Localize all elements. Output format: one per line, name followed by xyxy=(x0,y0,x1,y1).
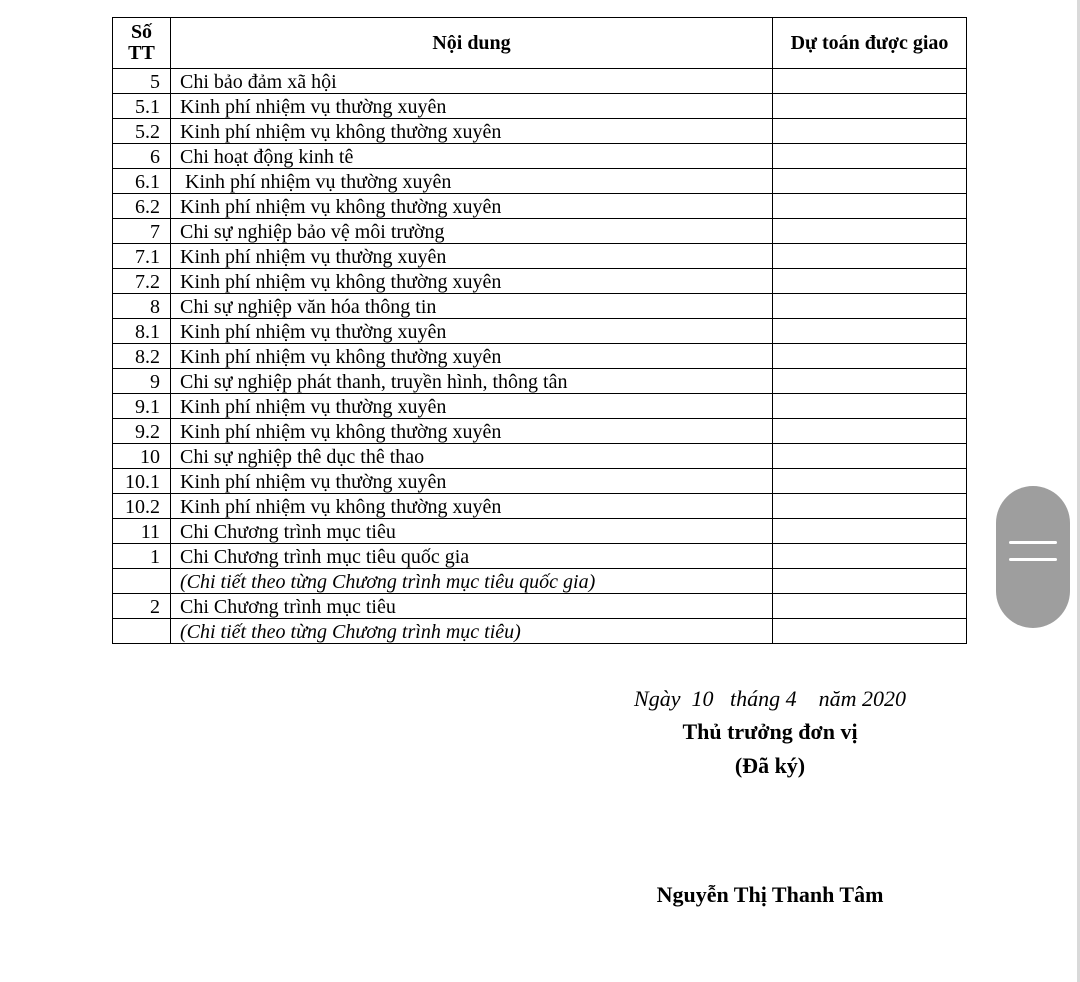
row-budget xyxy=(773,394,967,419)
signature-title: Thủ trưởng đơn vị xyxy=(682,719,858,744)
row-number: 10.2 xyxy=(113,494,171,519)
header-content: Nội dung xyxy=(171,18,773,69)
row-number: 10.1 xyxy=(113,469,171,494)
row-number xyxy=(113,569,171,594)
table-row xyxy=(113,319,967,344)
table-row xyxy=(113,194,967,219)
row-content: Chi hoạt động kinh tê xyxy=(171,144,773,169)
row-content: Kinh phí nhiệm vụ không thường xuyên xyxy=(171,119,773,144)
row-content: Chi sự nghiệp văn hóa thông tin xyxy=(171,294,773,319)
row-budget xyxy=(773,94,967,119)
row-budget xyxy=(773,144,967,169)
row-content: Kinh phí nhiệm vụ không thường xuyên xyxy=(171,419,773,444)
signature-signed-note: (Đã ký) xyxy=(734,753,806,778)
row-number: 8.1 xyxy=(113,319,171,344)
row-number: 5.1 xyxy=(113,94,171,119)
row-number: 7.1 xyxy=(113,244,171,269)
table-row xyxy=(113,344,967,369)
handle-bar-bottom xyxy=(1009,558,1057,561)
row-budget xyxy=(773,619,967,644)
table-header-row xyxy=(113,18,967,69)
header-no xyxy=(113,18,171,69)
table-row xyxy=(113,569,967,594)
table-row xyxy=(113,244,967,269)
row-budget xyxy=(773,294,967,319)
row-budget xyxy=(773,169,967,194)
row-number xyxy=(113,619,171,644)
row-budget xyxy=(773,69,967,94)
row-budget xyxy=(773,244,967,269)
row-number: 7.2 xyxy=(113,269,171,294)
signature-name: Nguyễn Thị Thanh Tâm xyxy=(656,882,884,907)
table-row xyxy=(113,219,967,244)
row-budget xyxy=(773,569,967,594)
row-budget xyxy=(773,369,967,394)
table-row xyxy=(113,544,967,569)
row-budget xyxy=(773,269,967,294)
table-row xyxy=(113,444,967,469)
row-content: Kinh phí nhiệm vụ thường xuyên xyxy=(171,94,773,119)
row-budget xyxy=(773,544,967,569)
row-content: (Chi tiết theo từng Chương trình mục tiêu) xyxy=(171,619,773,644)
row-number: 7 xyxy=(113,219,171,244)
table-row xyxy=(113,469,967,494)
row-number: 8 xyxy=(113,294,171,319)
row-budget xyxy=(773,194,967,219)
row-content: Kinh phí nhiệm vụ không thường xuyên xyxy=(171,494,773,519)
table-row xyxy=(113,94,967,119)
row-content: Chi sự nghiệp phát thanh, truyền hình, thông tân xyxy=(171,369,773,394)
row-content: Kinh phí nhiệm vụ thường xuyên xyxy=(171,319,773,344)
row-content: Kinh phí nhiệm vụ thường xuyên xyxy=(171,394,773,419)
table-row xyxy=(113,69,967,94)
row-number: 5 xyxy=(113,69,171,94)
row-budget xyxy=(773,519,967,544)
row-budget xyxy=(773,419,967,444)
table-row xyxy=(113,419,967,444)
row-content: Kinh phí nhiệm vụ không thường xuyên xyxy=(171,344,773,369)
table-row xyxy=(113,119,967,144)
row-number: 9.1 xyxy=(113,394,171,419)
row-budget xyxy=(773,319,967,344)
row-content: Chi sự nghiệp bảo vệ môi trường xyxy=(171,219,773,244)
table-row xyxy=(113,394,967,419)
row-number: 10 xyxy=(113,444,171,469)
signature-date: Ngày 10 tháng 4 năm 2020 xyxy=(634,686,906,711)
row-content: Chi Chương trình mục tiêu xyxy=(171,519,773,544)
table-row xyxy=(113,144,967,169)
row-budget xyxy=(773,469,967,494)
row-number: 9 xyxy=(113,369,171,394)
row-content: Kinh phí nhiệm vụ thường xuyên xyxy=(171,469,773,494)
row-number: 6 xyxy=(113,144,171,169)
header-no-line1: Số xyxy=(130,21,153,43)
row-content: (Chi tiết theo từng Chương trình mục tiêu quốc gia) xyxy=(171,569,773,594)
table-row xyxy=(113,519,967,544)
budget-table xyxy=(112,17,967,644)
row-content: Chi bảo đảm xã hội xyxy=(171,69,773,94)
row-number: 8.2 xyxy=(113,344,171,369)
row-number: 5.2 xyxy=(113,119,171,144)
row-content: Chi sự nghiệp thê dục thê thao xyxy=(171,444,773,469)
header-budget: Dự toán được giao xyxy=(773,18,967,69)
row-budget xyxy=(773,444,967,469)
row-number: 1 xyxy=(113,544,171,569)
header-no-line2: TT xyxy=(128,42,155,64)
row-budget xyxy=(773,344,967,369)
row-budget xyxy=(773,119,967,144)
row-number: 11 xyxy=(113,519,171,544)
table-row xyxy=(113,619,967,644)
row-number: 2 xyxy=(113,594,171,619)
row-budget xyxy=(773,494,967,519)
table-row xyxy=(113,494,967,519)
row-content: Kinh phí nhiệm vụ thường xuyên xyxy=(171,244,773,269)
row-budget xyxy=(773,219,967,244)
row-number: 9.2 xyxy=(113,419,171,444)
table-row xyxy=(113,369,967,394)
table-row xyxy=(113,269,967,294)
row-content: Kinh phí nhiệm vụ không thường xuyên xyxy=(171,269,773,294)
row-content: Kinh phí nhiệm vụ không thường xuyên xyxy=(171,194,773,219)
handle-bar-top xyxy=(1009,541,1057,544)
row-budget xyxy=(773,594,967,619)
scroll-handle[interactable] xyxy=(996,486,1070,628)
table-row xyxy=(113,169,967,194)
table-row xyxy=(113,594,967,619)
row-content: Kinh phí nhiệm vụ thường xuyên xyxy=(171,169,773,194)
row-number: 6.1 xyxy=(113,169,171,194)
row-content: Chi Chương trình mục tiêu xyxy=(171,594,773,619)
row-number: 6.2 xyxy=(113,194,171,219)
row-content: Chi Chương trình mục tiêu quốc gia xyxy=(171,544,773,569)
table-row xyxy=(113,294,967,319)
